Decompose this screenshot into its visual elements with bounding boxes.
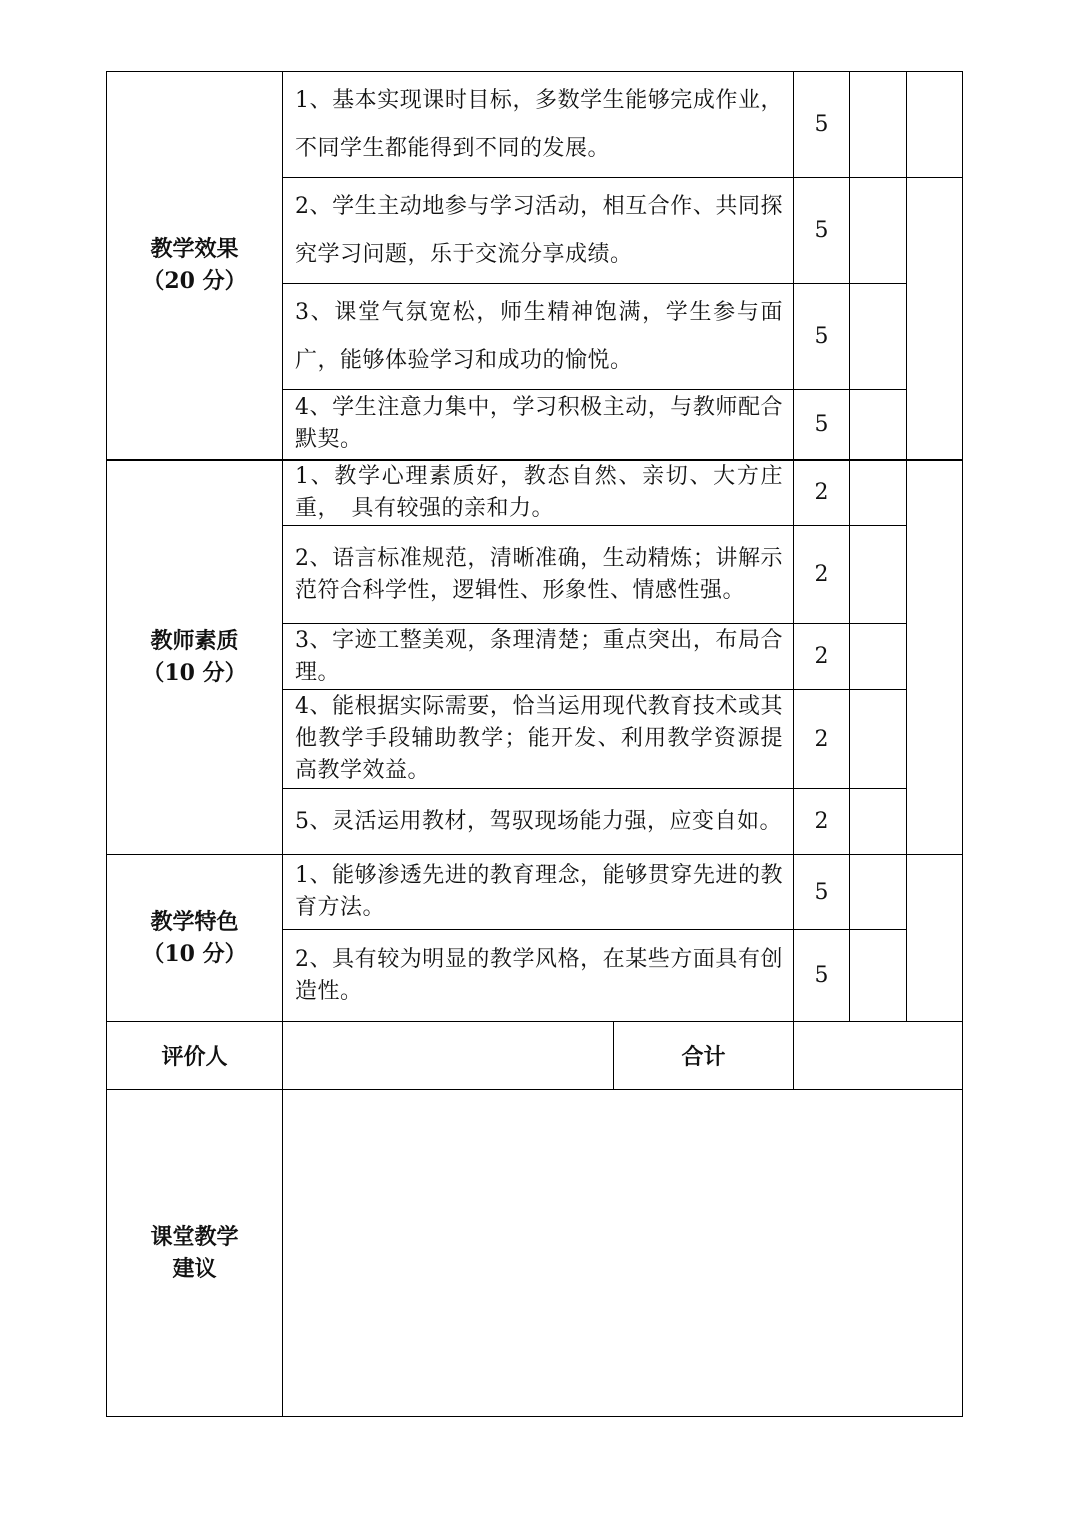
category-points: （20 分） xyxy=(142,268,247,295)
total-label: 合计 xyxy=(614,1022,794,1090)
rating-cell[interactable] xyxy=(907,460,963,855)
criterion-score: 2 xyxy=(794,789,850,855)
criterion-text: 2、语言标准规范，清晰准确，生动精炼；讲解示范符合科学性，逻辑性、形象性、情感性强。 xyxy=(283,526,794,624)
table-row xyxy=(107,460,963,526)
category-points: （10 分） xyxy=(142,660,247,687)
evaluator-field[interactable] xyxy=(283,1022,614,1090)
rating-cell[interactable] xyxy=(850,390,907,460)
criterion-text: 1、能够渗透先进的教育理念，能够贯穿先进的教育方法。 xyxy=(283,855,794,930)
rating-cell[interactable] xyxy=(850,178,907,284)
suggestion-label xyxy=(107,1090,283,1417)
criterion-score: 2 xyxy=(794,526,850,624)
category-name: 教学效果 xyxy=(150,236,239,263)
criterion-score: 5 xyxy=(794,284,850,390)
evaluation-table xyxy=(106,71,963,1417)
criterion-text: 5、灵活运用教材，驾驭现场能力强，应变自如。 xyxy=(283,789,794,855)
category-cell-teaching-feature xyxy=(107,855,283,1022)
rating-cell[interactable] xyxy=(907,178,963,460)
evaluator-label: 评价人 xyxy=(107,1022,283,1090)
suggestion-label-line2: 建议 xyxy=(172,1256,217,1282)
criterion-text: 3、字迹工整美观，条理清楚；重点突出，布局合理。 xyxy=(283,624,794,690)
rating-cell[interactable] xyxy=(907,72,963,178)
rating-cell[interactable] xyxy=(850,624,907,690)
criterion-text: 1、教学心理素质好，教态自然、亲切、大方庄重， 具有较强的亲和力。 xyxy=(283,460,794,526)
suggestion-label-line1: 课堂教学 xyxy=(150,1224,239,1250)
criterion-score: 5 xyxy=(794,390,850,460)
criterion-score: 2 xyxy=(794,690,850,789)
rating-cell[interactable] xyxy=(850,72,907,178)
criterion-text: 1、基本实现课时目标，多数学生能够完成作业，不同学生都能得到不同的发展。 xyxy=(283,72,794,178)
criterion-text: 4、学生注意力集中，学习积极主动，与教师配合默契。 xyxy=(283,390,794,460)
criterion-score: 5 xyxy=(794,930,850,1022)
criterion-score: 5 xyxy=(794,178,850,284)
category-name: 教师素质 xyxy=(150,628,239,655)
criterion-score: 2 xyxy=(794,624,850,690)
criterion-text: 2、具有较为明显的教学风格，在某些方面具有创造性。 xyxy=(283,930,794,1022)
rating-cell[interactable] xyxy=(850,460,907,526)
category-cell-teaching-effect xyxy=(107,72,283,460)
total-field[interactable] xyxy=(794,1022,963,1090)
category-cell-teacher-quality xyxy=(107,460,283,855)
table-row xyxy=(107,1090,963,1417)
rating-cell[interactable] xyxy=(850,789,907,855)
category-name: 教学特色 xyxy=(150,909,239,935)
category-points: （10 分） xyxy=(142,941,247,967)
rating-cell[interactable] xyxy=(907,855,963,1022)
table-row xyxy=(107,855,963,930)
criterion-score: 2 xyxy=(794,460,850,526)
rating-cell[interactable] xyxy=(850,690,907,789)
criterion-text: 3、课堂气氛宽松，师生精神饱满，学生参与面广，能够体验学习和成功的愉悦。 xyxy=(283,284,794,390)
rating-cell[interactable] xyxy=(850,284,907,390)
criterion-text: 2、学生主动地参与学习活动，相互合作、共同探究学习问题，乐于交流分享成绩。 xyxy=(283,178,794,284)
suggestion-field[interactable] xyxy=(283,1090,963,1417)
table-row xyxy=(107,1022,963,1090)
criterion-score: 5 xyxy=(794,72,850,178)
rating-cell[interactable] xyxy=(850,526,907,624)
criterion-score: 5 xyxy=(794,855,850,930)
table-row xyxy=(107,72,963,178)
rating-cell[interactable] xyxy=(850,930,907,1022)
criterion-text: 4、能根据实际需要，恰当运用现代教育技术或其他教学手段辅助教学；能开发、利用教学资源提高教学效益。 xyxy=(283,690,794,789)
rating-cell[interactable] xyxy=(850,855,907,930)
